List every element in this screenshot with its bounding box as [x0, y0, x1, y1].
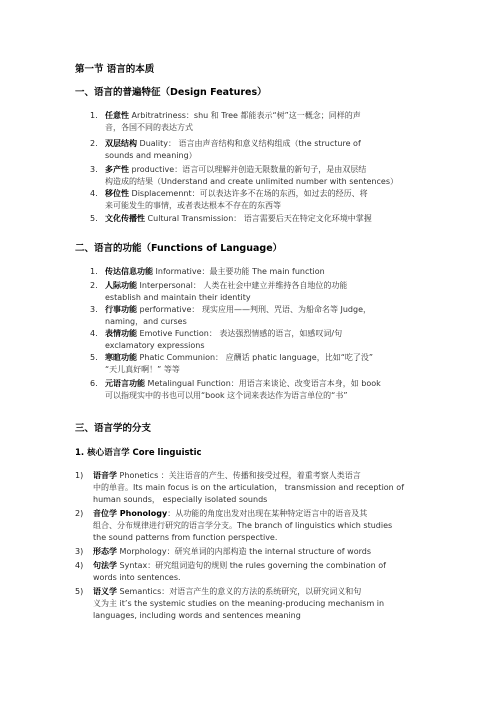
heading-branches: 三、语言学的分支 [75, 423, 152, 434]
list-item [90, 378, 430, 404]
list-item [90, 213, 430, 227]
item-number: 2. [90, 139, 98, 148]
item-desc: productive：语言可以理解并创造无限数量的新句子，是由双层结 [129, 165, 367, 174]
list-item [75, 470, 435, 508]
item-term: 语义学 [93, 587, 117, 596]
item-number: 2) [75, 509, 84, 518]
item-number: 3. [90, 165, 98, 174]
item-desc: Metalingual Function：用语言来谈论、改变语言本身，如 book [145, 379, 381, 388]
list-item [75, 586, 435, 624]
item-desc-line2: 可以指现实中的书也可以用“book 这个词来表达作为语言单位的“书” [105, 391, 348, 400]
list-item [90, 328, 430, 354]
list-item [75, 560, 435, 586]
item-desc-line2: words into sentences. [93, 573, 181, 582]
item-desc: Interpersonal： 人类在社会中建立并维持各自地位的功能 [137, 281, 348, 290]
item-desc: Cultural Transmission： 语言需要后天在特定文化环境中掌握 [145, 214, 372, 223]
list-item [75, 508, 435, 546]
item-desc: Duality： 语言由声音结构和意义结构组成（the structure of [137, 139, 361, 148]
list-item [90, 352, 430, 378]
item-number: 5. [90, 353, 98, 362]
item-desc-line2: 中的单音。Its main focus is on the articulation， transmission and reception of [93, 483, 405, 492]
item-desc: Displacemennt：可以表达许多不在场的东西，如过去的经历、将 [129, 189, 368, 198]
item-term: 移位性 [105, 189, 129, 198]
item-desc: Informative：最主要功能 The main function [153, 267, 325, 276]
item-term: 传达信息功能 [105, 267, 153, 276]
heading-design-features: 一、语言的普遍特征（Design Features） [75, 87, 267, 98]
item-desc: Phonetics ：关注语音的产生、传播和接受过程，着重考察人类语言 [117, 471, 361, 480]
item-term: 元语言功能 [105, 379, 145, 388]
item-term: 双层结构 [105, 139, 137, 148]
item-desc-line2: 音，各国不同的表达方式 [105, 123, 193, 132]
item-desc: Emotive Function： 表达强烈情感的语言，如感叹词/句 [137, 329, 343, 338]
item-term: 语音学 [93, 471, 117, 480]
item-term: 人际功能 [105, 281, 137, 290]
list-item [90, 164, 430, 190]
list-item [90, 138, 430, 164]
item-desc-line2: naming，and curses [105, 317, 187, 326]
item-term: 形态学 [93, 547, 117, 556]
item-desc-line2: sounds and meaning） [105, 151, 197, 160]
item-term: 文化传播性 [105, 214, 145, 223]
item-desc-line2: 组合、分布规律进行研究的语言学分支。The branch of linguistics which studies [93, 521, 393, 530]
list-item [90, 280, 430, 306]
item-number: 5. [90, 214, 98, 223]
item-number: 1. [90, 267, 98, 276]
item-term: 寒暄功能 [105, 353, 137, 362]
item-desc-line3: human sounds， especially isolated sounds [93, 495, 268, 504]
heading-functions: 二、语言的功能（Functions of Language） [75, 243, 283, 254]
item-desc-line2: 义为主 it’s the systemic studies on the meaning-producing mechanism in [93, 599, 385, 608]
item-desc: Phatic Communion： 应酬话 phatic language，比如“吃了没” [137, 353, 374, 362]
item-number: 4) [75, 561, 84, 570]
item-number: 4. [90, 189, 98, 198]
item-desc: performative： 现实应用——判刑、咒语、为船命名等 Judge， [137, 305, 371, 314]
list-item [90, 110, 430, 136]
item-desc: ：从功能的角度出发对出现在某种特定语言中的语音及其 [167, 509, 368, 518]
list-item [90, 188, 430, 214]
item-number: 1) [75, 471, 84, 480]
item-desc-line2: establish and maintain their identity [105, 293, 251, 302]
item-number: 1. [90, 111, 98, 120]
item-number: 4. [90, 329, 98, 338]
item-desc: Morphology：研究单词的内部构造 the internal structure of words [117, 547, 371, 556]
list-item [75, 546, 435, 560]
subheading-core-linguistics: 1. 核心语言学 Core linguistic [75, 448, 202, 458]
item-number: 3. [90, 305, 98, 314]
item-term: 多产性 [105, 165, 129, 174]
list-item [90, 304, 430, 330]
item-desc-line3: the sound patterns from function perspective. [93, 533, 278, 542]
item-desc: Semantics：对语言产生的意义的方法的系统研究，以研究词义和句 [117, 587, 362, 596]
item-desc-line3: languages, including words and sentences meaning [93, 611, 301, 620]
item-number: 5) [75, 587, 84, 596]
item-desc-line2: 构造成的结果（Understand and create unlimited number with sentences） [105, 177, 398, 186]
list-item [90, 266, 430, 280]
item-term: 行事功能 [105, 305, 137, 314]
item-term: 句法学 [93, 561, 117, 570]
item-desc: Arbitratriness：shu 和 Tree 都能表示“树”这一概念；同样的声 [129, 111, 361, 120]
section-title: 第一节 语言的本质 [75, 64, 155, 75]
item-term: 任意性 [105, 111, 129, 120]
item-number: 2. [90, 281, 98, 290]
item-desc-line2: exclamatory expressions [105, 341, 205, 350]
item-term: 音位学 Phonology [93, 509, 168, 518]
item-desc-line2: 来可能发生的事情，或者表达根本不存在的东西等 [105, 201, 281, 210]
item-term: 表情功能 [105, 329, 137, 338]
item-number: 3) [75, 547, 84, 556]
item-number: 6. [90, 379, 98, 388]
item-desc-line2: “天儿真好啊！” 等等 [105, 365, 180, 374]
item-desc: Syntax：研究组词造句的规则 the rules governing the combination of [117, 561, 386, 570]
